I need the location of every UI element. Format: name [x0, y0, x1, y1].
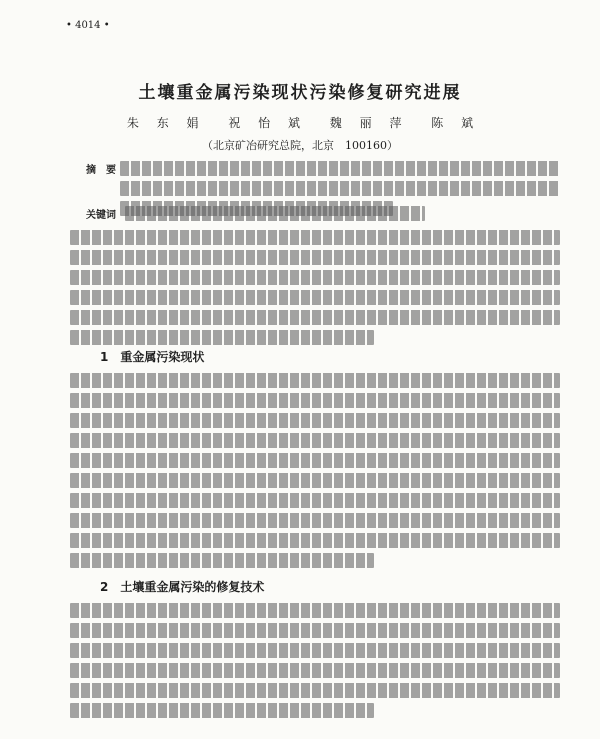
section-2-text-placeholder [70, 603, 560, 723]
abstract-label: 摘 要 [86, 165, 116, 176]
running-header [0, 20, 600, 50]
affiliation: （北京矿冶研究总院，北京 100160） [202, 139, 398, 152]
section-2-heading: 2 土壤重金属污染的修复技术 [100, 580, 265, 594]
section-1-text-placeholder [70, 373, 560, 573]
keywords-label: 关键词 [86, 210, 116, 221]
paper-title: 土壤重金属污染现状污染修复研究进展 [138, 83, 462, 103]
section-1-heading: 1 重金属污染现状 [100, 350, 205, 364]
intro-text-placeholder [70, 230, 560, 350]
keywords-placeholder [125, 206, 425, 226]
page-number: • 4014 • [66, 20, 110, 31]
authors: 朱 东 娟 祝 怡 斌 魏 丽 萍 陈 斌 [126, 116, 474, 130]
